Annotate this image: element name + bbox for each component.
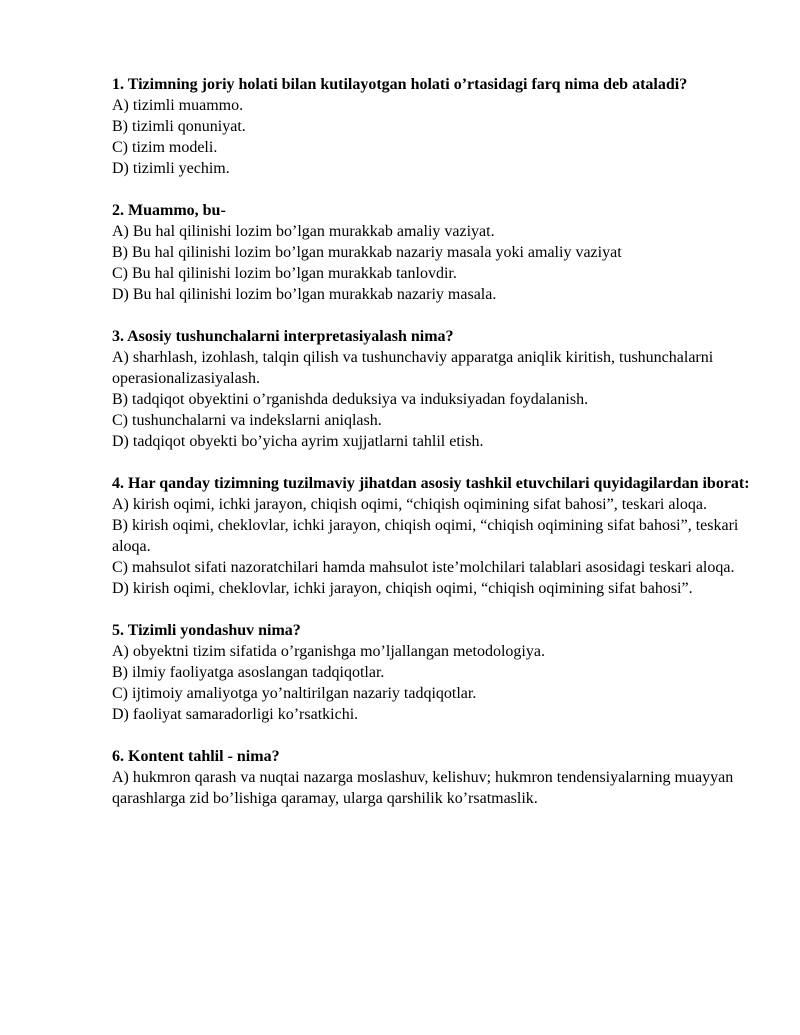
answer-option-a: A) kirish oqimi, ichki jarayon, chiqish oqimi, “chiqish oqimining sifat bahosi”, teskari aloqa. xyxy=(112,496,708,513)
answer-option-c: C) tizim modeli. xyxy=(112,139,218,156)
question-5 xyxy=(112,620,752,725)
question-title: 6. Kontent tahlil - nima? xyxy=(112,748,280,765)
question-6 xyxy=(112,746,752,809)
answer-option-a: A) tizimli muammo. xyxy=(112,97,244,114)
question-1 xyxy=(112,74,752,179)
question-title: 3. Asosiy tushunchalarni interpretasiyalash nima? xyxy=(112,328,454,345)
answer-option-c: C) mahsulot sifati nazoratchilari hamda mahsulot iste’molchilari talablari asosidagi teskari aloqa. xyxy=(112,559,735,576)
question-title: 1. Tizimning joriy holati bilan kutilayotgan holati o’rtasidagi farq nima deb ataladi? xyxy=(112,76,688,93)
answer-option-a: A) obyektni tizim sifatida o’rganishga mo’ljallangan metodologiya. xyxy=(112,643,545,660)
answer-option-d: D) kirish oqimi, cheklovlar, ichki jarayon, chiqish oqimi, “chiqish oqimining sifat bahosi”. xyxy=(112,580,693,597)
answer-option-a: A) hukmron qarash va nuqtai nazarga moslashuv, kelishuv; hukmron tendensiyalarning muayyan qarashlarga zid bo’lishiga qaramay, ularga qarshilik ko’rsatmaslik. xyxy=(112,769,734,807)
answer-option-d: D) Bu hal qilinishi lozim bo’lgan murakkab nazariy masala. xyxy=(112,286,497,303)
answer-option-d: D) faoliyat samaradorligi ko’rsatkichi. xyxy=(112,706,359,723)
question-3 xyxy=(112,326,752,452)
answer-option-b: B) kirish oqimi, cheklovlar, ichki jarayon, chiqish oqimi, “chiqish oqimining sifat bahosi”, teskari aloqa. xyxy=(112,517,739,555)
answer-option-c: C) ijtimoiy amaliyotga yo’naltirilgan nazariy tadqiqotlar. xyxy=(112,685,477,702)
answer-option-d: D) tizimli yechim. xyxy=(112,160,230,177)
answer-option-d: D) tadqiqot obyekti bo’yicha ayrim xujjatlarni tahlil etish. xyxy=(112,433,484,450)
question-4 xyxy=(112,473,752,599)
document-page xyxy=(112,74,752,830)
answer-option-b: B) ilmiy faoliyatga asoslangan tadqiqotlar. xyxy=(112,664,385,681)
question-title: 4. Har qanday tizimning tuzilmaviy jihatdan asosiy tashkil etuvchilari quyidagilardan iborat: xyxy=(112,475,750,492)
question-title: 5. Tizimli yondashuv nima? xyxy=(112,622,301,639)
question-title: 2. Muammo, bu- xyxy=(112,202,226,219)
answer-option-b: B) Bu hal qilinishi lozim bo’lgan murakkab nazariy masala yoki amaliy vaziyat xyxy=(112,244,622,261)
answer-option-c: C) Bu hal qilinishi lozim bo’lgan murakkab tanlovdir. xyxy=(112,265,457,282)
answer-option-a: A) sharhlash, izohlash, talqin qilish va tushunchaviy apparatga aniqlik kiritish, tushunchalarni operasionalizasiyalash. xyxy=(112,349,714,387)
question-2 xyxy=(112,200,752,305)
answer-option-b: B) tadqiqot obyektini o’rganishda deduksiya va induksiyadan foydalanish. xyxy=(112,391,589,408)
answer-option-a: A) Bu hal qilinishi lozim bo’lgan murakkab amaliy vaziyat. xyxy=(112,223,495,240)
answer-option-c: C) tushunchalarni va indekslarni aniqlash. xyxy=(112,412,382,429)
answer-option-b: B) tizimli qonuniyat. xyxy=(112,118,246,135)
